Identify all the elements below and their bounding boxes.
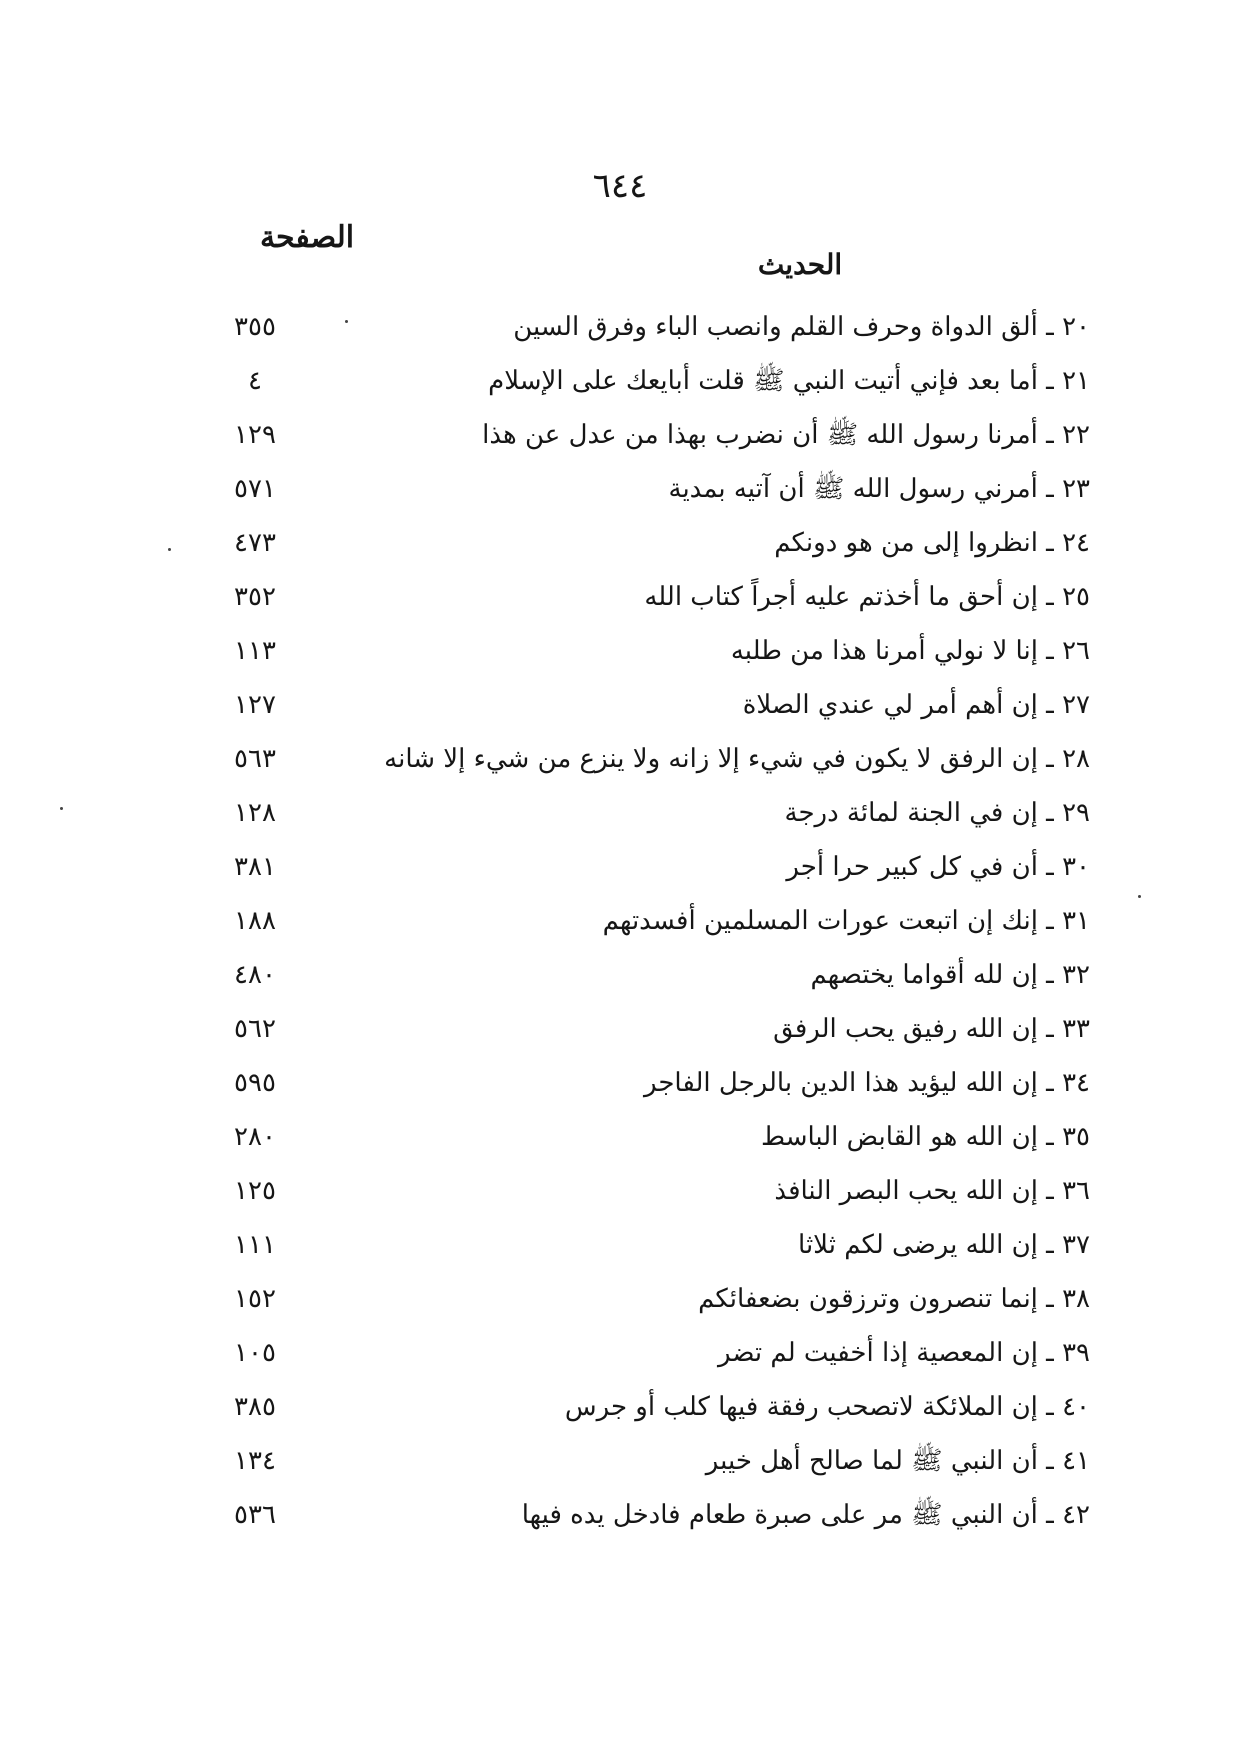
hadith-text: ٢٢ ـ أمرنا رسول الله ﷺ أن نضرب بهذا من عدل عن هذا [482, 420, 1090, 450]
list-item [200, 462, 1090, 516]
list-item [200, 354, 1090, 408]
list-item [200, 948, 1090, 1002]
list-item [200, 300, 1090, 354]
hadith-text: ٤١ ـ أن النبي ﷺ لما صالح أهل خيبر [705, 1446, 1090, 1476]
hadith-text: ٢٦ ـ إنا لا نولي أمرنا هذا من طلبه [730, 636, 1090, 666]
page-ref: ١٥٢ [234, 1284, 276, 1314]
page-ref: ١١٣ [234, 636, 276, 666]
list-item [200, 408, 1090, 462]
page-ref: ١٢٨ [234, 798, 276, 828]
list-item [200, 1164, 1090, 1218]
hadith-text: ٢٥ ـ إن أحق ما أخذتم عليه أجراً كتاب الله [644, 582, 1090, 612]
page-ref: ٥٦٣ [234, 744, 276, 774]
page-ref: ١٨٨ [234, 906, 276, 936]
hadith-index-list [200, 300, 1090, 1542]
list-item [200, 570, 1090, 624]
list-item [200, 624, 1090, 678]
scan-speck [60, 807, 63, 810]
hadith-text: ٤٠ ـ إن الملائكة لاتصحب رفقة فيها كلب أو جرس [564, 1392, 1090, 1422]
hadith-text: ٣٣ ـ إن الله رفيق يحب الرفق [773, 1014, 1090, 1044]
page-ref: ٢٨٠ [234, 1122, 276, 1152]
hadith-text: ٣٧ ـ إن الله يرضى لكم ثلاثا [798, 1230, 1090, 1260]
hadith-text: ٣٥ ـ إن الله هو القابض الباسط [761, 1122, 1090, 1152]
list-item [200, 894, 1090, 948]
page-ref: ١٠٥ [234, 1338, 276, 1368]
page-ref: ٥٣٦ [234, 1500, 276, 1530]
page-ref: ٣٥٢ [234, 582, 276, 612]
page-ref: ١٢٧ [234, 690, 276, 720]
page-ref: ١١١ [234, 1230, 276, 1260]
page-ref: ١٢٩ [234, 420, 276, 450]
hadith-text: ٢٩ ـ إن في الجنة لمائة درجة [784, 798, 1090, 828]
hadith-text: ٣١ ـ إنك إن اتبعت عورات المسلمين أفسدتهم [602, 906, 1090, 936]
column-header-page: الصفحة [259, 220, 355, 255]
list-item [200, 1326, 1090, 1380]
page-ref: ٤ [248, 366, 262, 396]
page-ref: ٣٨١ [234, 852, 276, 882]
page-ref: ٥٧١ [234, 474, 276, 504]
list-item [200, 1434, 1090, 1488]
scan-speck [168, 548, 171, 551]
list-item [200, 732, 1090, 786]
page-ref: ٥٩٥ [234, 1068, 276, 1098]
hadith-text: ٣٤ ـ إن الله ليؤيد هذا الدين بالرجل الفاجر [644, 1068, 1090, 1098]
hadith-text: ٢١ ـ أما بعد فإني أتيت النبي ﷺ قلت أبايعك على الإسلام [488, 366, 1090, 396]
hadith-text: ٣٦ ـ إن الله يحب البصر النافذ [774, 1176, 1090, 1206]
page-ref: ١٢٥ [234, 1176, 276, 1206]
hadith-text: ٢٨ ـ إن الرفق لا يكون في شيء إلا زانه ولا ينزع من شيء إلا شانه [384, 744, 1090, 774]
list-item [200, 1218, 1090, 1272]
hadith-text: ٢٣ ـ أمرني رسول الله ﷺ أن آتيه بمدية [668, 474, 1090, 504]
list-item [200, 786, 1090, 840]
page-ref: ٤٧٣ [234, 528, 276, 558]
hadith-text: ٢٧ ـ إن أهم أمر لي عندي الصلاة [742, 690, 1090, 720]
page-number: ٦٤٤ [592, 166, 648, 206]
page-ref: ٣٨٥ [234, 1392, 276, 1422]
hadith-text: ٣٢ ـ إن لله أقواما يختصهم [810, 960, 1090, 990]
list-item [200, 1272, 1090, 1326]
list-item [200, 1488, 1090, 1542]
list-item [200, 1002, 1090, 1056]
hadith-text: ٣٠ ـ أن في كل كبير حرا أجر [786, 852, 1090, 882]
scan-speck [1138, 895, 1141, 898]
hadith-text: ٢٤ ـ انظروا إلى من هو دونكم [774, 528, 1090, 558]
page-ref: ٤٨٠ [234, 960, 276, 990]
list-item [200, 1380, 1090, 1434]
page-ref: ١٣٤ [234, 1446, 276, 1476]
hadith-text: ٢٠ ـ ألق الدواة وحرف القلم وانصب الباء وفرق السين [513, 312, 1090, 342]
column-header-hadith: الحديث [757, 248, 843, 281]
scan-speck [345, 320, 348, 323]
page-ref: ٣٥٥ [234, 312, 276, 342]
hadith-text: ٣٨ ـ إنما تنصرون وترزقون بضعفائكم [698, 1284, 1090, 1314]
list-item [200, 678, 1090, 732]
list-item [200, 840, 1090, 894]
list-item [200, 1056, 1090, 1110]
page-ref: ٥٦٢ [234, 1014, 276, 1044]
hadith-text: ٣٩ ـ إن المعصية إذا أخفيت لم تضر [718, 1338, 1090, 1368]
list-item [200, 516, 1090, 570]
hadith-text: ٤٢ ـ أن النبي ﷺ مر على صبرة طعام فادخل يده فيها [521, 1500, 1090, 1530]
list-item [200, 1110, 1090, 1164]
